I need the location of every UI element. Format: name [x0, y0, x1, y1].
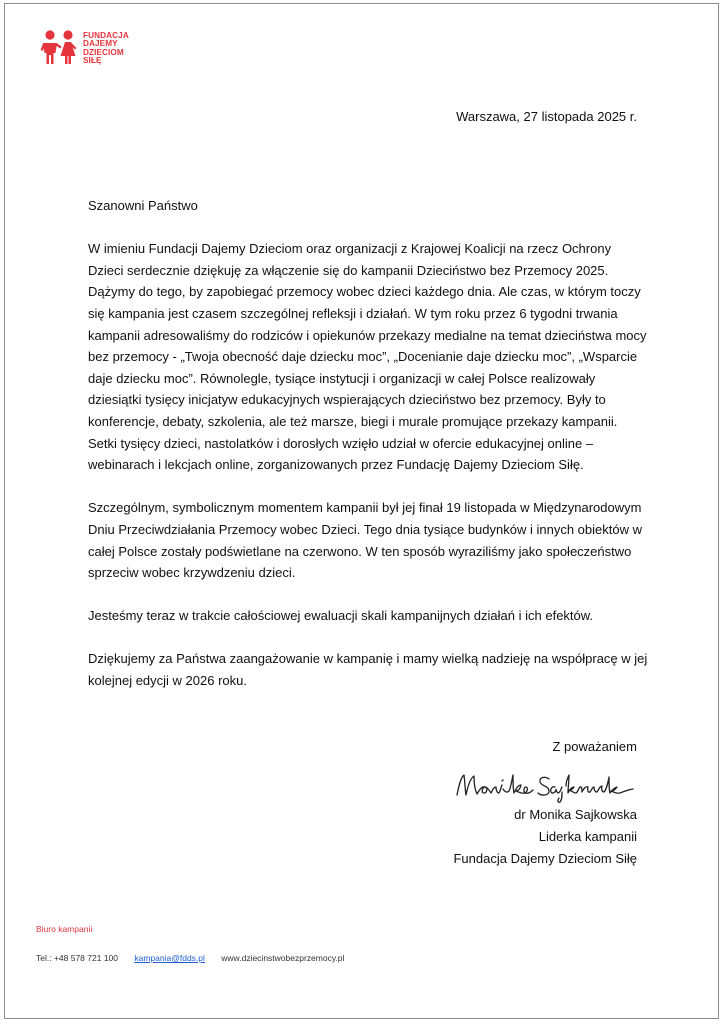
handwritten-signature: [451, 765, 639, 805]
paragraph: Dziękujemy za Państwa zaangażowanie w kampanię i mamy wielką nadzieję na współpracę w jej kolejnej edycji w 2026 roku.: [88, 651, 648, 689]
logo-line: DAJEMY: [83, 39, 118, 49]
greeting: Szanowni Państwo: [88, 198, 198, 213]
logo-wordmark: [83, 32, 129, 65]
signer-name: dr Monika Sajkowska: [514, 807, 637, 822]
phone-number: Tel.: +48 578 721 100: [36, 953, 118, 963]
fdds-logo: [40, 28, 140, 70]
logo-line: DZIECIOM: [83, 47, 124, 57]
logo-line: FUNDACJA: [83, 31, 129, 40]
paragraph: Szczególnym, symbolicznym momentem kampanii był jej finał 19 listopada w Międzynarodowym Dniu Przeciwdziałania Przemocy wobec Dzieci. Tego dnia tysiące budynków i innych obiektów w całej Polsce zostały podświetlane na czerwono. W ten sposób wyraziliśmy jako społeczeństwo sprzeciw wobec krzywdzeniu dzieci.: [88, 500, 642, 581]
contact-footer: [36, 953, 344, 963]
paragraph: W imieniu Fundacji Dajemy Dzieciom oraz organizacji z Krajowej Koalicji na rzecz Ochrony Dzieci serdecznie dziękuję za włączenie się do kampanii Dzieciństwo bez Przemocy 2025. Dążymy do tego, by zapobiegać przemocy wobec dzieci każdego dnia. Ale czas, w którym toczy się kampania jest czasem szczególnej refleksji i działań. W tym roku przez 6 tygodni trwania kampanii adresowaliśmy do rodziców i opiekunów przekazy medialne na temat dzieciństwa mocy bez przemocy - „Twoja obecność daje dziecku moc”, „Docenianie daje dziecku moc”, „Wsparcie daje dziecku moc”. Równolegle, tysiące instytucji i organizacji w całej Polsce realizowały dziesiątki tysięcy inicjatyw edukacyjnych wspierających dzieciństwo bez przemocy. Były to konferencje, debaty, szkolenia, ale też marsze, biegi i murale promujące przekazy kampanii. Setki tysięcy dzieci, nastolatków i dorosłych wzięło udział w ofercie edukacyjnej online – webinarach i lekcjach online, zorganizowanych przez Fundację Dajemy Dzieciom Siłę.: [88, 241, 647, 473]
paragraph: Jesteśmy teraz w trakcie całościowej ewaluacji skali kampanijnych działań i ich efektów.: [88, 608, 594, 624]
two-children-icon: [40, 28, 80, 68]
logo-line: SIŁĘ: [83, 55, 102, 65]
office-label: Biuro kampanii: [36, 924, 93, 934]
website-link[interactable]: www.dziecinstwobezprzemocy.pl: [221, 953, 345, 963]
email-link[interactable]: kampania@fdds.pl: [134, 953, 205, 963]
letter-date: Warszawa, 27 listopada 2025 r.: [456, 109, 637, 124]
letter-body: [88, 195, 648, 713]
closing-phrase: Z poważaniem: [552, 739, 637, 754]
signer-role: Liderka kampanii: [538, 829, 637, 844]
signer-block: [453, 804, 637, 870]
signer-organization: Fundacja Dajemy Dzieciom Siłę: [453, 851, 637, 866]
